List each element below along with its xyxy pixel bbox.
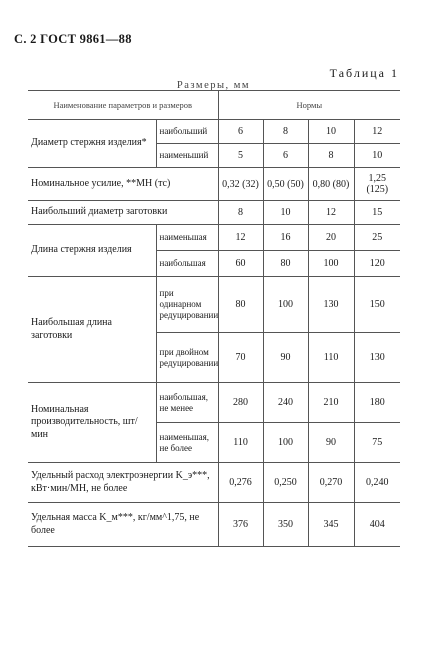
table-title: Таблица 1	[329, 66, 399, 80]
value-cell: 100	[308, 251, 354, 277]
value-cell: 1,25 (125)	[354, 168, 400, 201]
row-label: Номинальная производительность, шт/мин	[28, 383, 156, 463]
value-cell: 25	[354, 225, 400, 251]
value-cell: 80	[263, 251, 308, 277]
value-cell: 0,276	[218, 463, 263, 503]
row-label: Удельный расход электроэнергии K_э***, кВт·мин/МН, не более	[28, 463, 218, 503]
value-cell: 404	[354, 503, 400, 547]
value-cell: 130	[354, 333, 400, 383]
row-sublabel: наименьшая	[156, 225, 218, 251]
value-cell: 12	[308, 201, 354, 225]
value-cell: 12	[218, 225, 263, 251]
table-row	[28, 225, 400, 251]
table-row	[28, 120, 400, 144]
table-row	[28, 463, 400, 503]
value-cell: 60	[218, 251, 263, 277]
row-sublabel: наименьшая, не более	[156, 423, 218, 463]
value-cell: 16	[263, 225, 308, 251]
row-label: Номинальное усилие, **МН (тс)	[28, 168, 218, 201]
value-cell: 15	[354, 201, 400, 225]
value-cell: 75	[354, 423, 400, 463]
value-cell: 8	[308, 144, 354, 168]
value-cell: 12	[354, 120, 400, 144]
value-cell: 120	[354, 251, 400, 277]
table-subtitle: Размеры, мм	[176, 80, 251, 91]
row-label: Диаметр стержня изделия*	[28, 120, 156, 168]
value-cell: 0,50 (50)	[263, 168, 308, 201]
table-row	[28, 277, 400, 333]
row-label: Длина стержня изделия	[28, 225, 156, 277]
parameters-table	[28, 90, 400, 547]
value-cell: 150	[354, 277, 400, 333]
value-cell: 10	[263, 201, 308, 225]
value-cell: 210	[308, 383, 354, 423]
value-cell: 10	[354, 144, 400, 168]
value-cell: 6	[218, 120, 263, 144]
row-label: Удельная масса K_м***, кг/мм^1,75, не более	[28, 503, 218, 547]
row-sublabel: наибольшая, не менее	[156, 383, 218, 423]
value-cell: 376	[218, 503, 263, 547]
table-row	[28, 168, 400, 201]
value-cell: 350	[263, 503, 308, 547]
page-header: С. 2 ГОСТ 9861—88	[14, 32, 132, 46]
value-cell: 110	[308, 333, 354, 383]
value-cell: 8	[263, 120, 308, 144]
value-cell: 130	[308, 277, 354, 333]
row-label: Наибольшая длина заготовки	[28, 277, 156, 383]
value-cell: 20	[308, 225, 354, 251]
row-sublabel: при одинарном редуцировании	[156, 277, 218, 333]
row-sublabel: наибольший	[156, 120, 218, 144]
norms-column-header: Нормы	[218, 91, 400, 120]
value-cell: 280	[218, 383, 263, 423]
param-column-header: Наименование параметров и размеров	[28, 91, 218, 120]
value-cell: 0,250	[263, 463, 308, 503]
value-cell: 70	[218, 333, 263, 383]
value-cell: 0,80 (80)	[308, 168, 354, 201]
value-cell: 110	[218, 423, 263, 463]
row-label: Наибольший диаметр заготовки	[28, 201, 218, 225]
row-sublabel: наибольшая	[156, 251, 218, 277]
value-cell: 0,32 (32)	[218, 168, 263, 201]
table-row	[28, 201, 400, 225]
value-cell: 10	[308, 120, 354, 144]
value-cell: 100	[263, 277, 308, 333]
value-cell: 90	[308, 423, 354, 463]
table-row	[28, 383, 400, 423]
value-cell: 90	[263, 333, 308, 383]
row-sublabel: наименьший	[156, 144, 218, 168]
value-cell: 100	[263, 423, 308, 463]
value-cell: 8	[218, 201, 263, 225]
value-cell: 0,270	[308, 463, 354, 503]
value-cell: 5	[218, 144, 263, 168]
value-cell: 345	[308, 503, 354, 547]
value-cell: 240	[263, 383, 308, 423]
row-sublabel: при двойном редуцировании	[156, 333, 218, 383]
value-cell: 180	[354, 383, 400, 423]
value-cell: 0,240	[354, 463, 400, 503]
table-header-row	[28, 91, 400, 120]
value-cell: 80	[218, 277, 263, 333]
table-row	[28, 503, 400, 547]
value-cell: 6	[263, 144, 308, 168]
